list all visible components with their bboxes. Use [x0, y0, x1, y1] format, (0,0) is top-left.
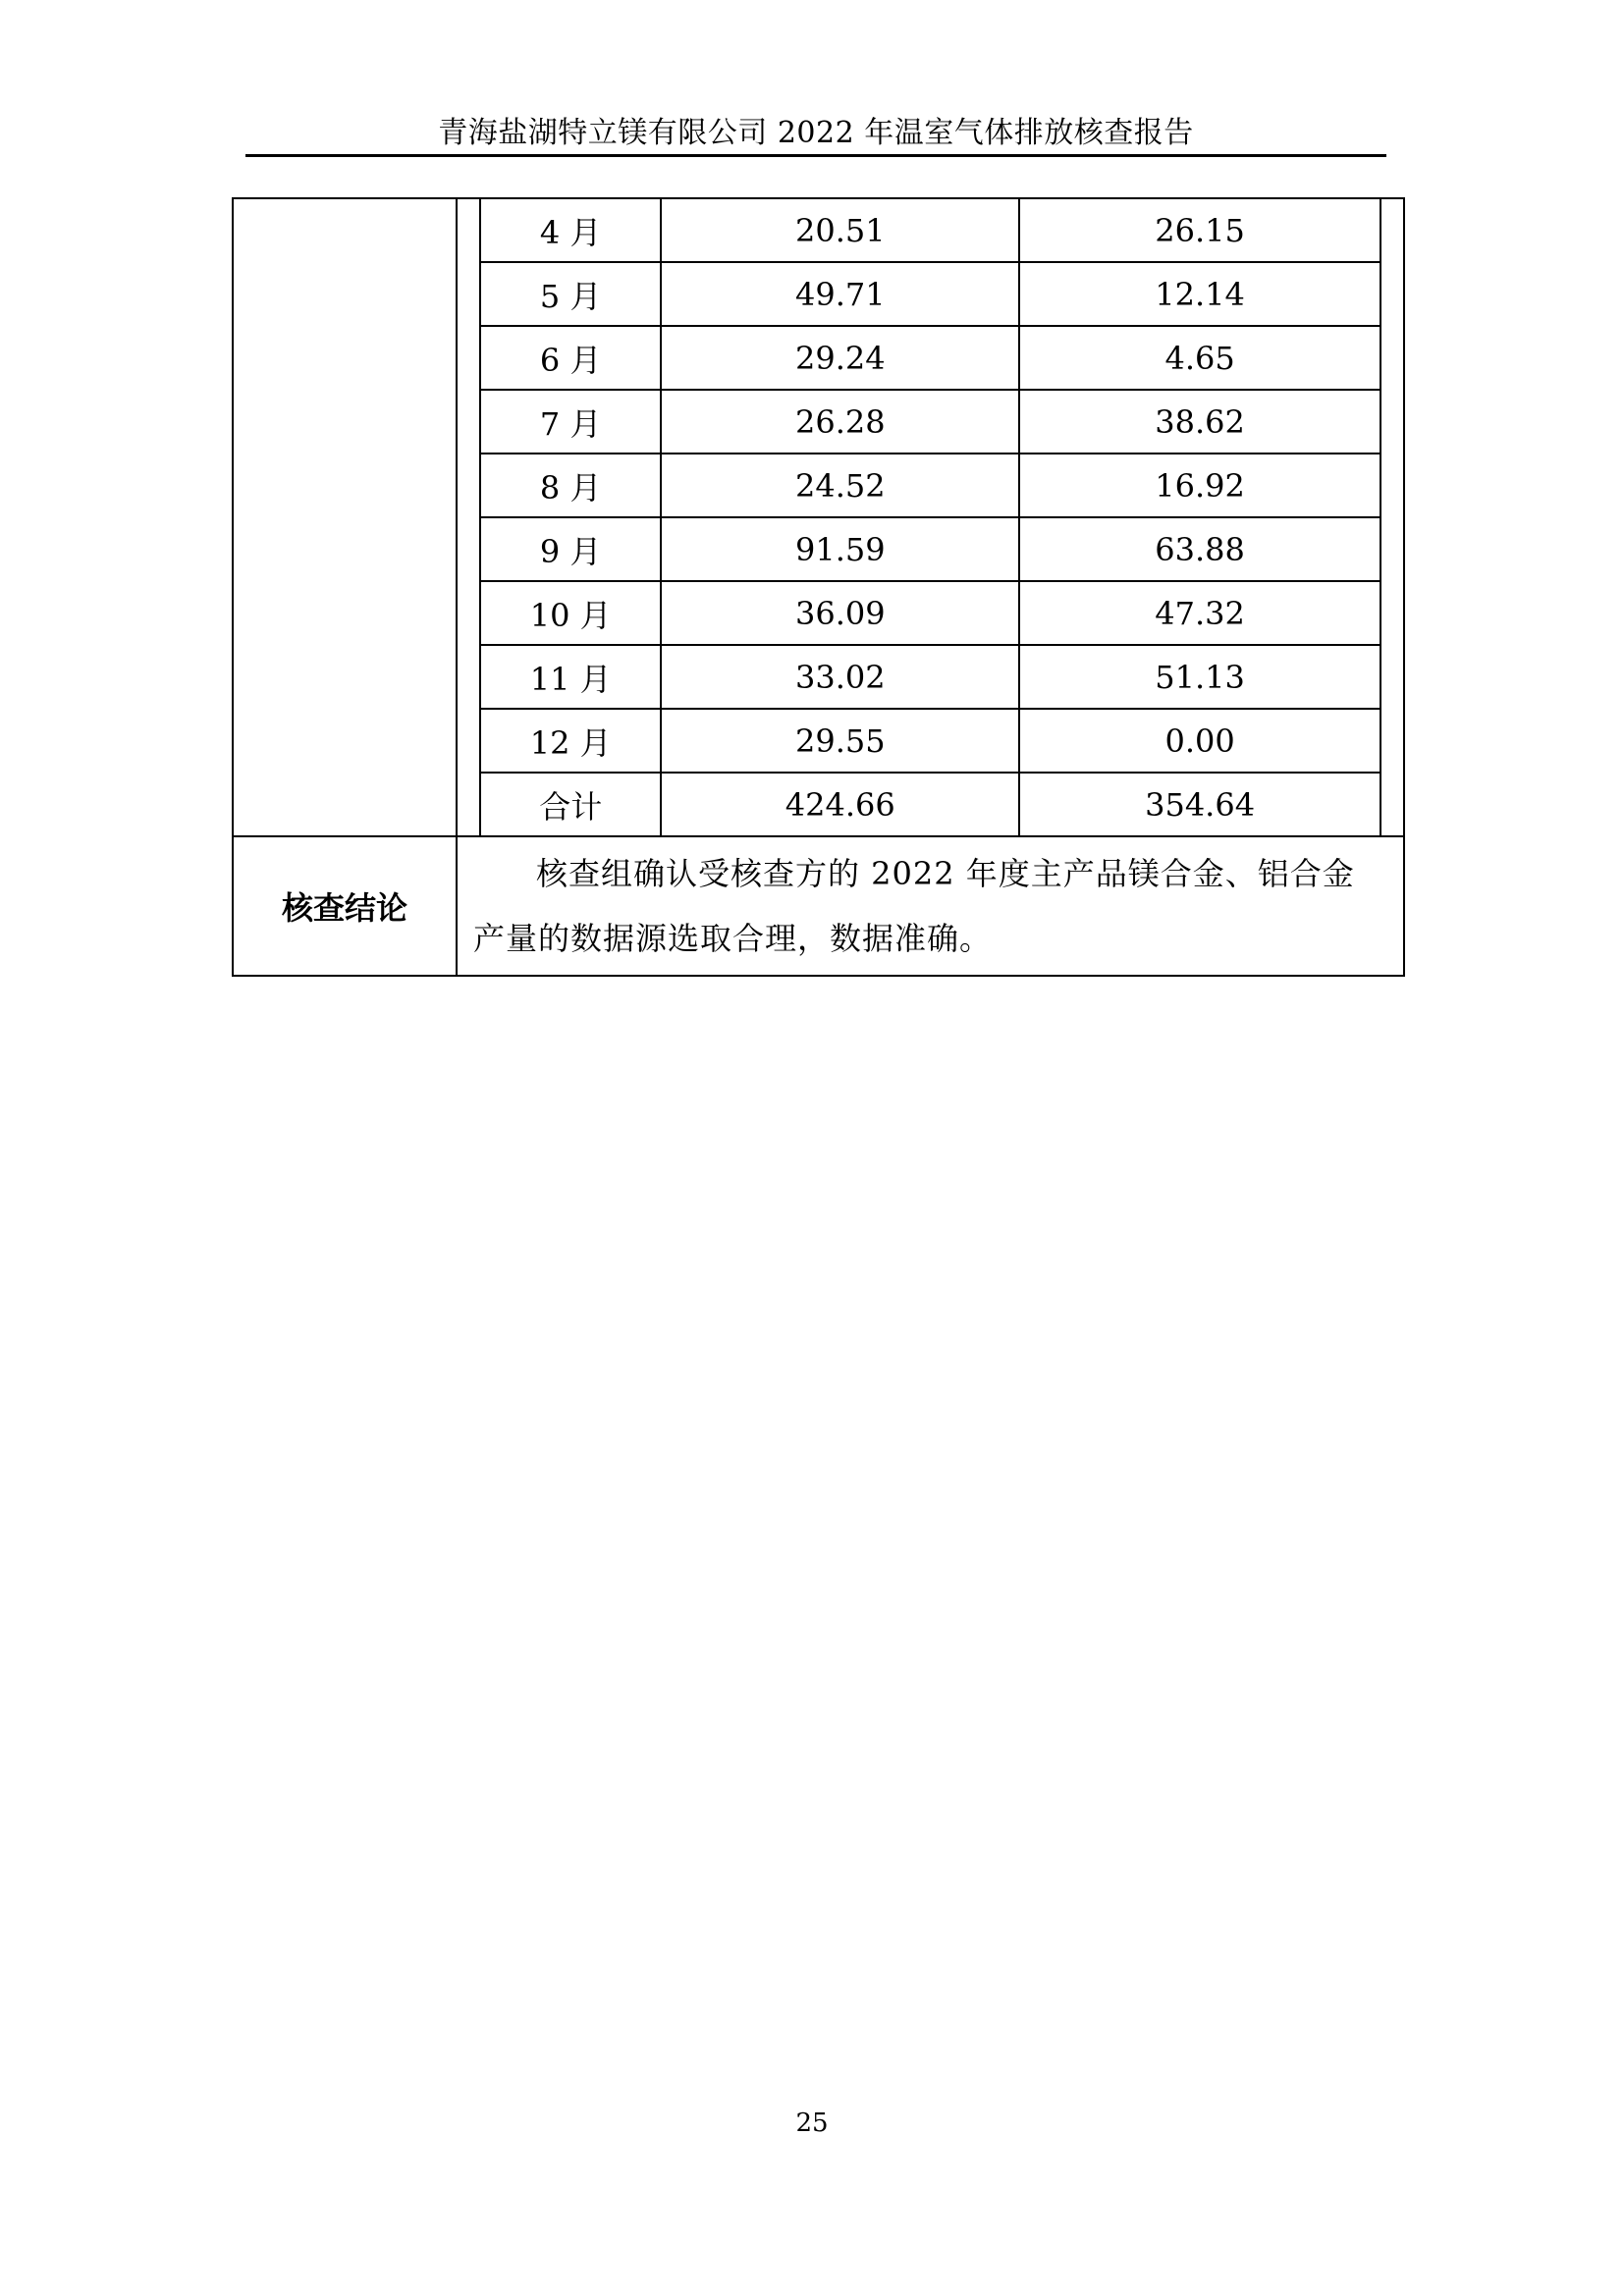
value-a-cell: 91.59	[661, 517, 1019, 581]
section-label-cell-empty	[233, 198, 457, 836]
conclusion-cell	[457, 836, 1404, 976]
value-a-cell: 29.55	[661, 709, 1019, 773]
table-row	[480, 581, 1380, 645]
table-row	[480, 390, 1380, 454]
value-a-cell: 24.52	[661, 454, 1019, 517]
value-b-cell: 12.14	[1019, 262, 1380, 326]
total-row	[480, 773, 1380, 835]
value-a-cell: 49.71	[661, 262, 1019, 326]
table-row	[480, 709, 1380, 773]
table-row	[480, 454, 1380, 517]
table-row	[480, 517, 1380, 581]
value-b-cell: 63.88	[1019, 517, 1380, 581]
value-a-cell: 20.51	[661, 199, 1019, 262]
month-cell: 12 月	[480, 709, 661, 773]
month-cell: 5 月	[480, 262, 661, 326]
month-cell: 10 月	[480, 581, 661, 645]
month-cell: 7 月	[480, 390, 661, 454]
value-b-cell: 16.92	[1019, 454, 1380, 517]
month-cell: 8 月	[480, 454, 661, 517]
monthly-data-cell	[457, 198, 1404, 836]
value-b-cell: 51.13	[1019, 645, 1380, 709]
value-a-cell: 29.24	[661, 326, 1019, 390]
value-b-cell: 4.65	[1019, 326, 1380, 390]
conclusion-text: 核查组确认受核查方的 2022 年度主产品镁合金、铝合金产量的数据源选取合理，数据准确。	[473, 855, 1355, 957]
table-row	[480, 199, 1380, 262]
value-a-cell: 26.28	[661, 390, 1019, 454]
conclusion-label: 核查结论	[233, 836, 457, 976]
month-cell: 6 月	[480, 326, 661, 390]
total-value-b-cell: 354.64	[1019, 773, 1380, 835]
monthly-data-section	[233, 198, 1404, 836]
table-row	[480, 262, 1380, 326]
total-value-a-cell: 424.66	[661, 773, 1019, 835]
page-header-title: 青海盐湖特立镁有限公司 2022 年温室气体排放核查报告	[438, 116, 1194, 150]
page-number: 25	[795, 2109, 829, 2138]
conclusion-section	[233, 836, 1404, 976]
table-row	[480, 326, 1380, 390]
month-cell: 9 月	[480, 517, 661, 581]
value-b-cell: 26.15	[1019, 199, 1380, 262]
value-b-cell: 0.00	[1019, 709, 1380, 773]
table-row	[480, 645, 1380, 709]
month-cell: 4 月	[480, 199, 661, 262]
value-a-cell: 33.02	[661, 645, 1019, 709]
total-label-cell: 合计	[480, 773, 661, 835]
value-b-cell: 47.32	[1019, 581, 1380, 645]
monthly-production-table	[479, 199, 1381, 835]
verification-table	[232, 197, 1405, 977]
month-cell: 11 月	[480, 645, 661, 709]
header-divider	[245, 154, 1386, 157]
value-b-cell: 38.62	[1019, 390, 1380, 454]
value-a-cell: 36.09	[661, 581, 1019, 645]
